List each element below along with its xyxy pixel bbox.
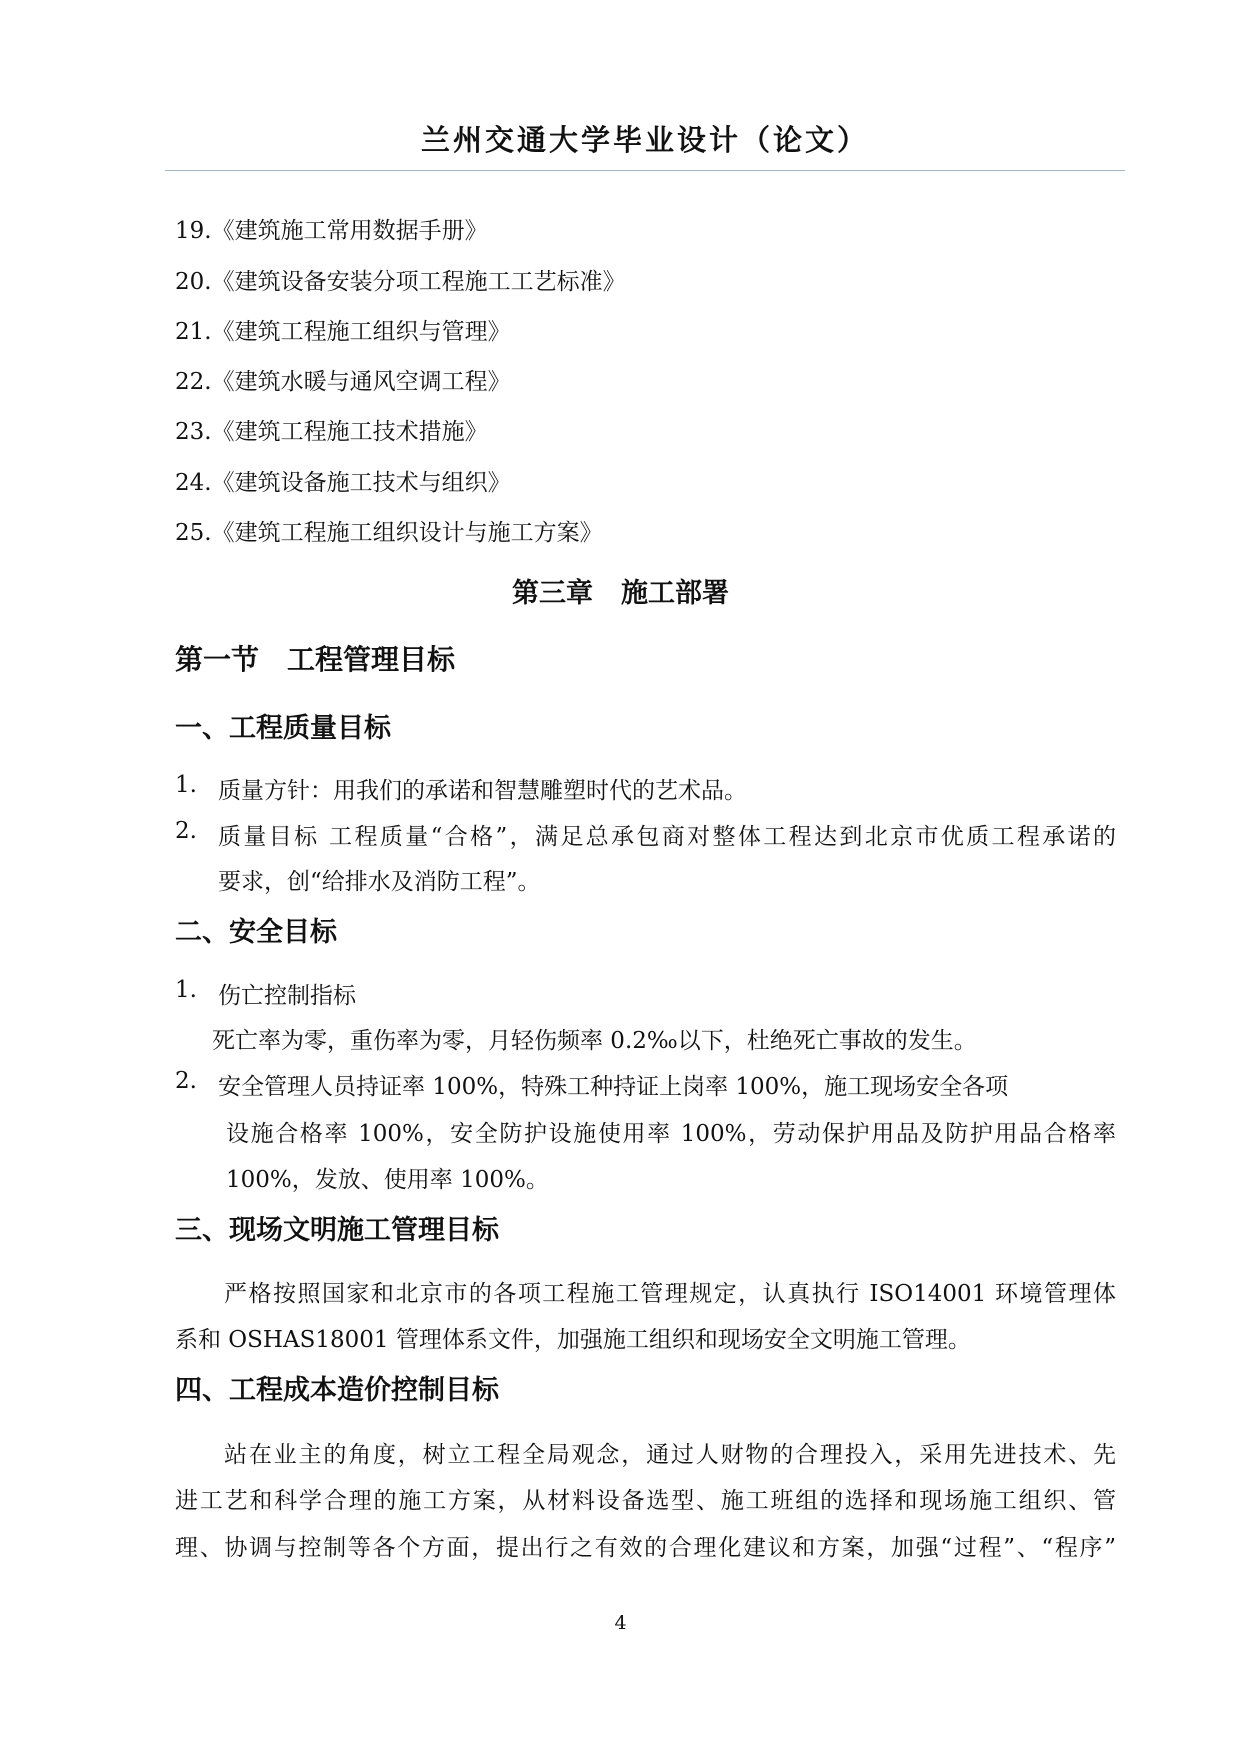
list-text-continued: 设施合格率 100%，安全防护设施使用率 100%，劳动保护用品及防护用品合格率 — [226, 1121, 1116, 1147]
list-text: 质量方针：用我们的承诺和智慧雕塑时代的艺术品。 — [218, 778, 747, 804]
paragraph-line: 进工艺和科学合理的施工方案，从材料设备选型、施工班组的选择和现场施工组织、管 — [175, 1488, 1116, 1514]
list-number: 1. — [175, 772, 197, 798]
list-number: 2. — [175, 1068, 197, 1094]
reference-item: 21.《建筑工程施工组织与管理》 — [175, 319, 511, 345]
section-number: 第一节 — [175, 643, 260, 676]
reference-item: 22.《建筑水暖与通风空调工程》 — [175, 369, 511, 395]
subsection-heading: 二、安全目标 — [175, 917, 337, 948]
header-rule — [165, 170, 1125, 171]
list-text-continued: 100%，发放、使用率 100%。 — [226, 1167, 549, 1193]
chapter-number: 第三章 — [512, 578, 593, 609]
list-number: 1. — [175, 977, 197, 1003]
list-detail: 死亡率为零，重伤率为零，月轻伤频率 0.2‰以下，杜绝死亡事故的发生。 — [212, 1028, 977, 1054]
section-heading — [175, 638, 455, 678]
subsection-heading: 四、工程成本造价控制目标 — [175, 1375, 499, 1406]
paragraph-line: 站在业主的角度，树立工程全局观念，通过人财物的合理投入，采用先进技术、先 — [224, 1442, 1116, 1468]
chapter-heading — [0, 571, 1241, 610]
reference-item: 24.《建筑设备施工技术与组织》 — [175, 470, 511, 496]
list-text: 安全管理人员持证率 100%，特殊工种持证上岗率 100%，施工现场安全各项 — [218, 1074, 1009, 1100]
reference-item: 19.《建筑施工常用数据手册》 — [175, 218, 488, 244]
list-text: 质量目标 工程质量“合格”，满足总承包商对整体工程达到北京市优质工程承诺的 — [218, 824, 1116, 850]
paragraph-line: 严格按照国家和北京市的各项工程施工管理规定，认真执行 ISO14001 环境管理体 — [224, 1281, 1116, 1307]
chapter-title: 施工部署 — [621, 578, 729, 609]
list-text: 伤亡控制指标 — [218, 983, 356, 1009]
section-title: 工程管理目标 — [287, 643, 456, 676]
list-number: 2. — [175, 818, 197, 844]
list-text-continued: 要求，创“给排水及消防工程”。 — [218, 869, 541, 895]
subsection-heading: 三、现场文明施工管理目标 — [175, 1215, 499, 1246]
subsection-heading: 一、工程质量目标 — [175, 713, 391, 744]
page-number: 4 — [614, 1612, 627, 1634]
reference-item: 20.《建筑设备安装分项工程施工工艺标准》 — [175, 269, 626, 295]
paragraph-line: 系和 OSHAS18001 管理体系文件，加强施工组织和现场安全文明施工管理。 — [175, 1327, 971, 1353]
reference-item: 23.《建筑工程施工技术措施》 — [175, 419, 488, 445]
paragraph-line: 理、协调与控制等各个方面，提出行之有效的合理化建议和方案，加强“过程”、“程序” — [175, 1535, 1116, 1561]
reference-item: 25.《建筑工程施工组织设计与施工方案》 — [175, 520, 603, 546]
running-header: 兰州交通大学毕业设计（论文） — [420, 123, 869, 157]
